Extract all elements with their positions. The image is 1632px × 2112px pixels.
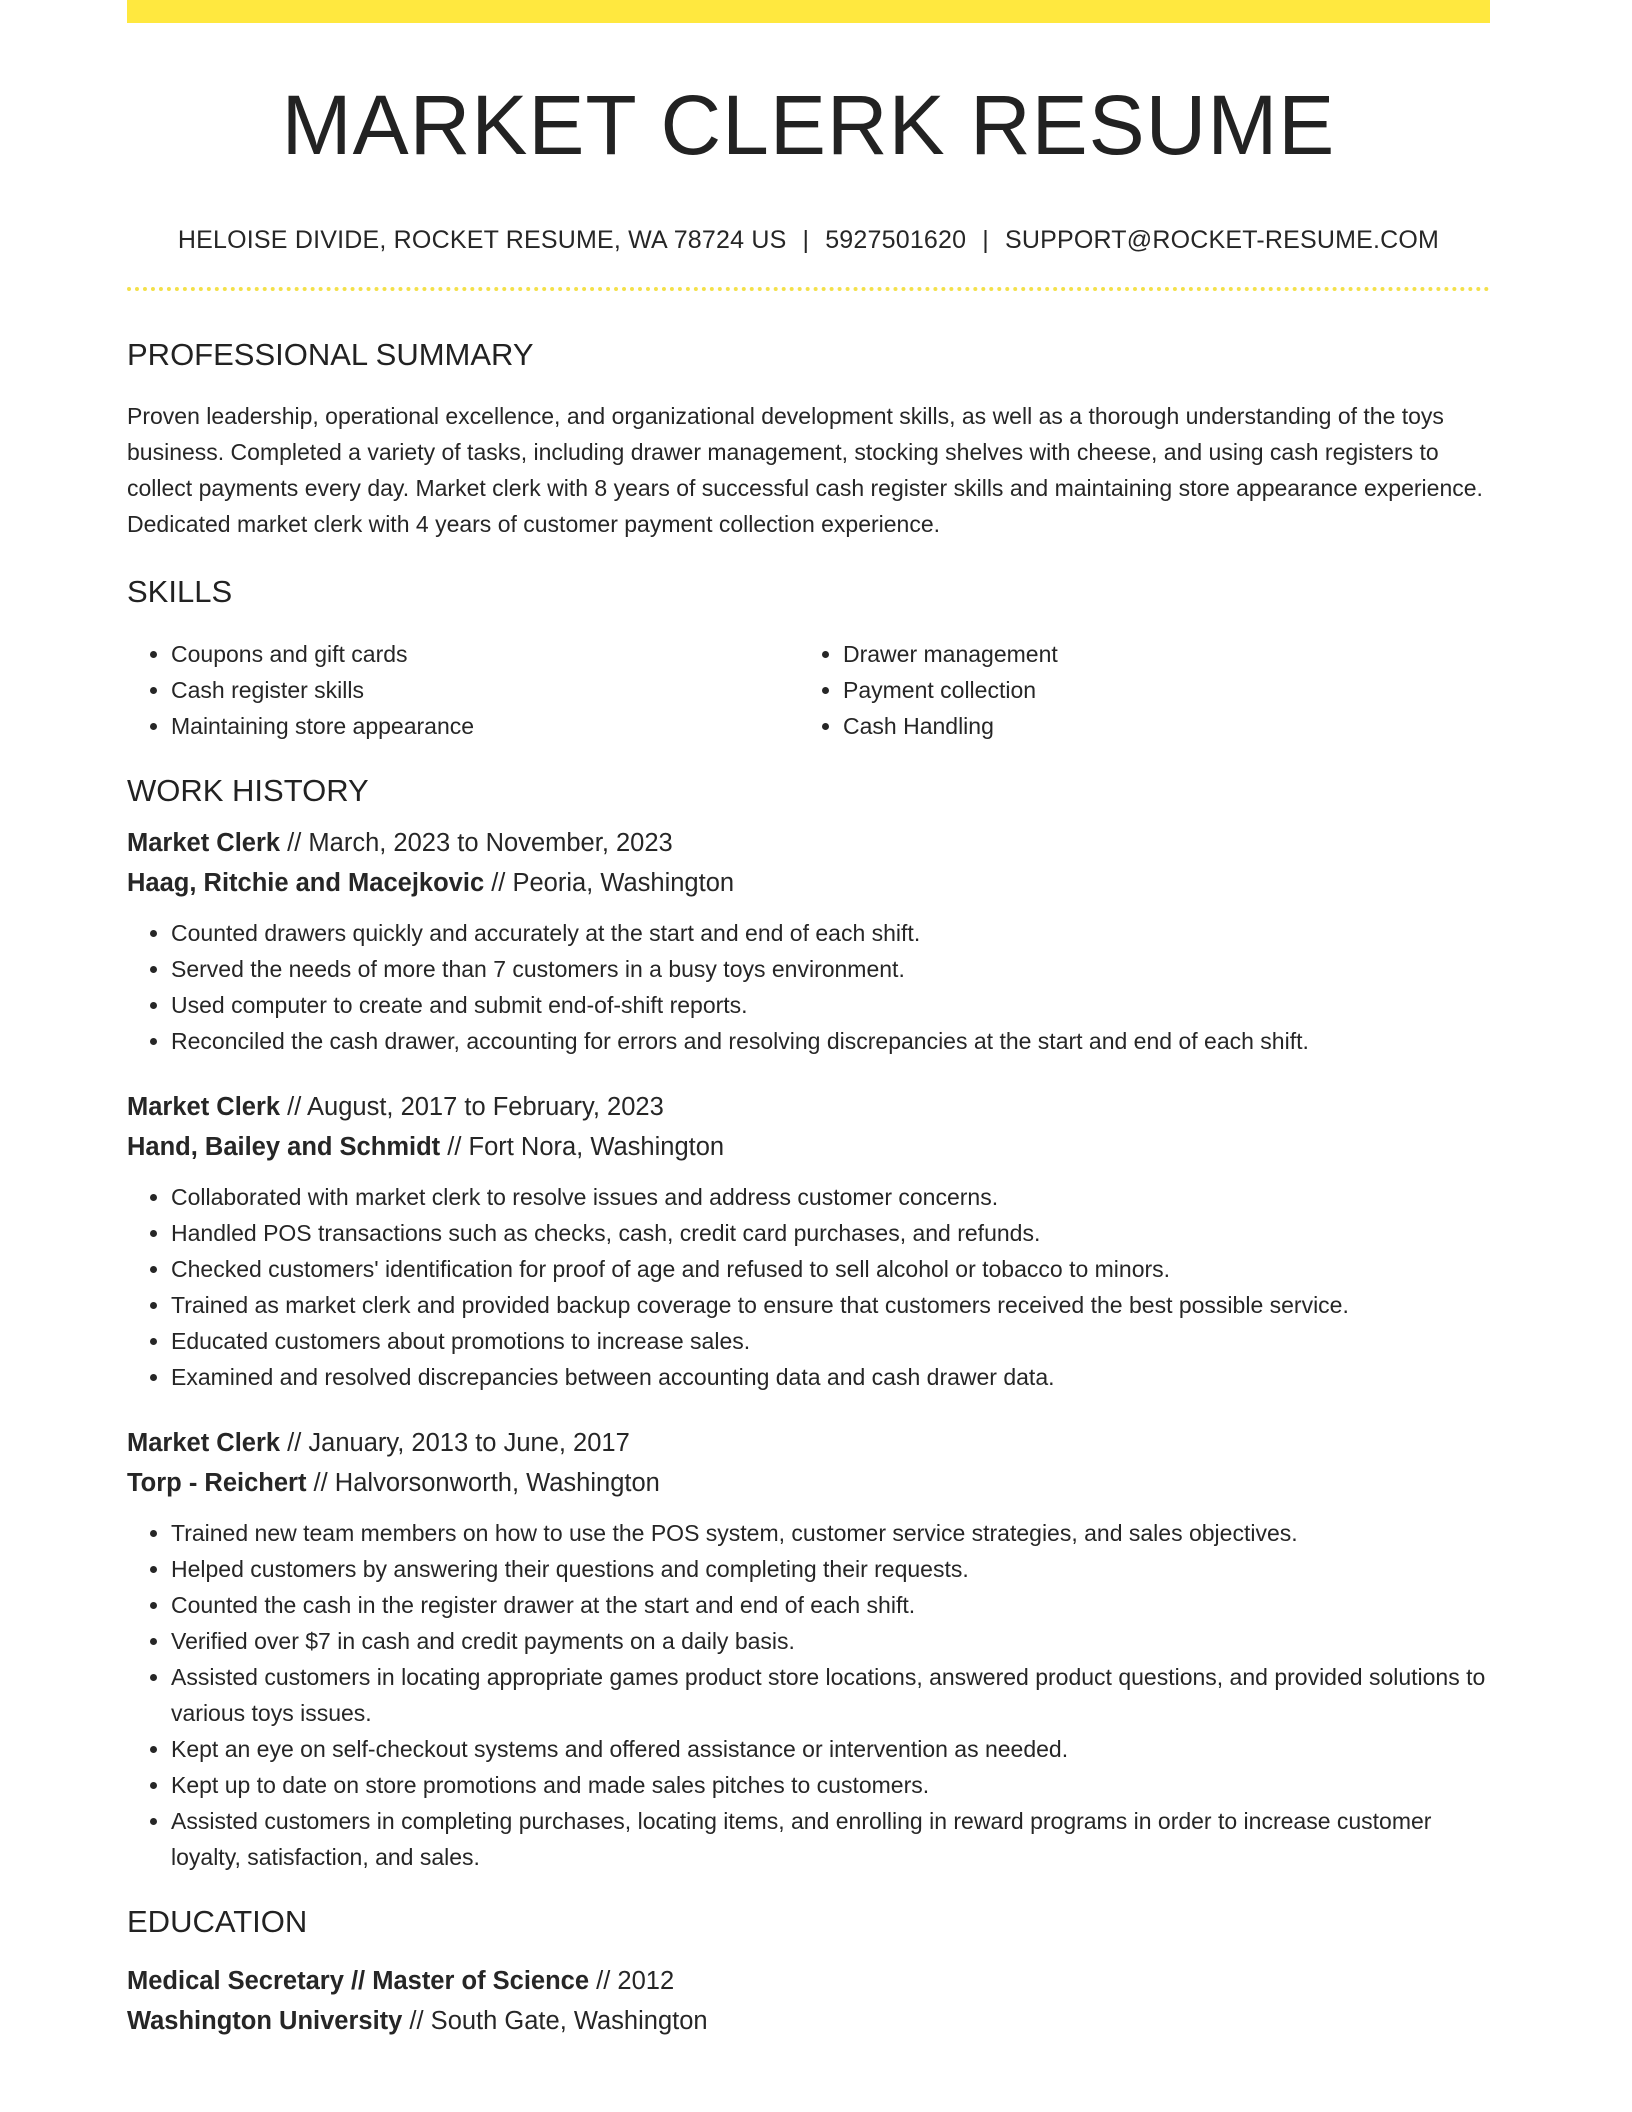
job-company-line (127, 1127, 1490, 1167)
job-title-line (127, 823, 1490, 863)
education-degree: Medical Secretary // Master of Science (127, 1966, 590, 1995)
contact-email: SUPPORT@ROCKET-RESUME.COM (1004, 226, 1440, 255)
job-company-line (127, 863, 1490, 903)
job-company: Hand, Bailey and Schmidt (127, 1132, 441, 1161)
job-duties (127, 1179, 1490, 1395)
duty-item: • Used computer to create and submit end-of-shift reports. (171, 987, 1490, 1023)
duty-item: • Served the needs of more than 7 customers in a busy toys environment. (171, 951, 1490, 987)
duty-item: • Kept up to date on store promotions and made sales pitches to customers. (171, 1767, 1490, 1803)
skill-item: • Coupons and gift cards (171, 636, 799, 672)
job-entry (127, 1087, 1490, 1395)
duty-item: • Assisted customers in completing purchases, locating items, and enrolling in reward programs in order to increase customer loyalty, satisfaction, and sales. (171, 1803, 1490, 1875)
job-company-line (127, 1463, 1490, 1503)
summary-heading: PROFESSIONAL SUMMARY (127, 337, 534, 373)
duty-item: • Checked customers' identification for proof of age and refused to sell alcohol or tobacco to minors. (171, 1251, 1490, 1287)
duty-item: • Kept an eye on self-checkout systems and offered assistance or intervention as needed. (171, 1731, 1490, 1767)
duty-item: • Educated customers about promotions to increase sales. (171, 1323, 1490, 1359)
duty-item: • Trained as market clerk and provided backup coverage to ensure that customers received the best possible service. (171, 1287, 1490, 1323)
duty-item: • Trained new team members on how to use the POS system, customer service strategies, and sales objectives. (171, 1515, 1490, 1551)
duty-item: • Counted drawers quickly and accurately at the start and end of each shift. (171, 915, 1490, 951)
job-duties (127, 915, 1490, 1059)
education-heading: EDUCATION (127, 1903, 308, 1939)
skills-list (127, 636, 1490, 744)
contact-address: HELOISE DIVIDE, ROCKET RESUME, WA 78724 US (177, 226, 787, 255)
education-year: // 2012 (589, 1966, 675, 1995)
job-location: // Peoria, Washington (484, 868, 735, 897)
job-duties (127, 1515, 1490, 1875)
job-company: Haag, Ritchie and Macejkovic (127, 868, 485, 897)
education-school-line (127, 2001, 1490, 2041)
duty-item: • Assisted customers in locating appropriate games product store locations, answered product questions, and provided solutions to various toys issues. (171, 1659, 1490, 1731)
skill-item: • Maintaining store appearance (171, 708, 799, 744)
duty-item: • Examined and resolved discrepancies between accounting data and cash drawer data. (171, 1359, 1490, 1395)
education-degree-line (127, 1961, 1490, 2001)
job-dates: // January, 2013 to June, 2017 (280, 1428, 630, 1457)
top-accent-bar (127, 0, 1490, 23)
job-title: Market Clerk (127, 1428, 281, 1457)
contact-line (127, 225, 1490, 255)
duty-item: • Collaborated with market clerk to resolve issues and address customer concerns. (171, 1179, 1490, 1215)
skill-item: • Drawer management (843, 636, 1490, 672)
skills-heading: SKILLS (127, 574, 233, 610)
job-title: Market Clerk (127, 1092, 281, 1121)
education-school: Washington University (127, 2006, 403, 2035)
duty-item: • Handled POS transactions such as checks, cash, credit card purchases, and refunds. (171, 1215, 1490, 1251)
duty-item: • Counted the cash in the register drawer at the start and end of each shift. (171, 1587, 1490, 1623)
resume-title: MARKET CLERK RESUME (281, 78, 1336, 172)
duty-item: • Reconciled the cash drawer, accounting for errors and resolving discrepancies at the start and end of each shift. (171, 1023, 1490, 1059)
job-location: // Fort Nora, Washington (440, 1132, 725, 1161)
duty-item: • Helped customers by answering their questions and completing their requests. (171, 1551, 1490, 1587)
contact-separator: | (802, 226, 810, 255)
job-company: Torp - Reichert (127, 1468, 307, 1497)
skills-column-left (127, 636, 799, 744)
job-location: // Halvorsonworth, Washington (306, 1468, 660, 1497)
job-dates: // March, 2023 to November, 2023 (280, 828, 673, 857)
job-dates: // August, 2017 to February, 2023 (280, 1092, 664, 1121)
job-title-line (127, 1423, 1490, 1463)
job-title-line (127, 1087, 1490, 1127)
job-entry (127, 823, 1490, 1059)
resume-page (127, 0, 1490, 2041)
skills-column-right (799, 636, 1490, 744)
dotted-divider (127, 287, 1490, 291)
job-entry (127, 1423, 1490, 1875)
job-title: Market Clerk (127, 828, 281, 857)
contact-separator: | (982, 226, 989, 255)
skill-item: • Payment collection (843, 672, 1490, 708)
education-entry (127, 1961, 1490, 2041)
duty-item: • Verified over $7 in cash and credit payments on a daily basis. (171, 1623, 1490, 1659)
summary-text: Proven leadership, operational excellence, and organizational development skills, as well as a thorough understanding of the toys business. Completed a variety of tasks, including drawer management, stocking shelves with cheese, and using cash registers to collect payments every day. Market clerk with 8 years of successful cash register skills and maintaining store appearance experience. Dedicated market clerk with 4 years of customer payment collection experience. (127, 403, 1483, 538)
skill-item: • Cash register skills (171, 672, 799, 708)
skill-item: • Cash Handling (843, 708, 1490, 744)
education-location: // South Gate, Washington (402, 2006, 708, 2035)
contact-phone: 5927501620 (825, 226, 967, 255)
work-history-heading: WORK HISTORY (127, 772, 369, 808)
